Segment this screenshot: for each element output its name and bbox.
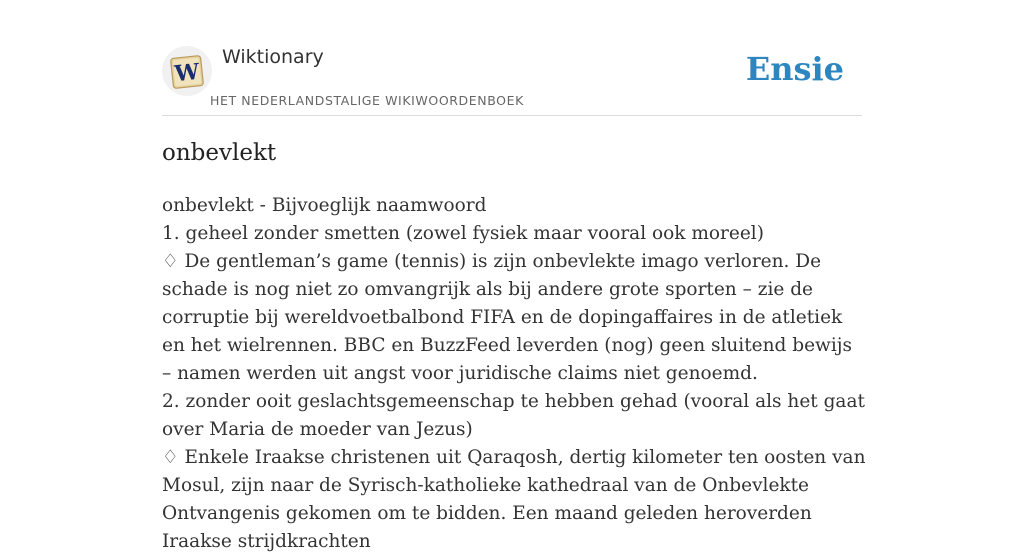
example-1: ♢ De gentleman’s game (tennis) is zijn onbevlekte imago verloren. De schade is nog niet zo omvangrijk als bij andere grote sporten – zie de corruptie bij wereldvoetbalbond FIFA en de dopingaffaires in de atletiek en het wielrennen. BBC en BuzzFeed leverden (nog) geen sluitend bewijs – namen werden uit angst voor juridische claims niet genoemd. [162,251,853,384]
svg-text:W: W [173,58,201,88]
wiktionary-logo-icon[interactable] [162,46,212,96]
page [162,0,866,552]
entry-heading-line: onbevlekt - Bijvoeglijk naamwoord [162,195,487,216]
site-name[interactable]: Wiktionary [222,46,324,68]
site-tagline: HET NEDERLANDSTALIGE WIKIWOORDENBOEK [210,93,524,108]
entry-content [162,192,867,556]
definition-2: 2. zonder ooit geslachtsgemeenschap te hebben gehad (vooral als het gaat over Maria de moeder van Jezus) [162,391,865,440]
example-2: ♢ Enkele Iraakse christenen uit Qaraqosh, dertig kilometer ten oosten van Mosul, zijn naar de Syrisch-katholieke kathedraal van de Onbevlekte Ontvangenis gekomen om te bidden. Een maand geleden heroverden Iraakse strijdkrachten [162,447,866,552]
definition-1: 1. geheel zonder smetten (zowel fysiek maar vooral ook moreel) [162,223,764,244]
ensie-brand-link[interactable]: Ensie [745,50,844,88]
site-header [162,0,862,116]
page-title: onbevlekt [162,140,277,166]
